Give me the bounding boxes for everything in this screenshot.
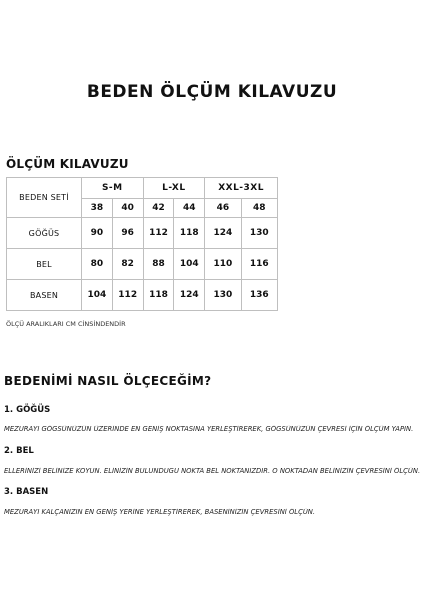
- value-cell: 80: [82, 249, 113, 280]
- table-row: [7, 218, 278, 249]
- section-title-waist: 2. BEL: [4, 446, 34, 456]
- row-label: GÖĞÜS: [7, 218, 82, 249]
- value-cell: 90: [82, 218, 113, 249]
- section-title-chest: 1. GÖĞÜS: [4, 405, 51, 415]
- table-title: ÖLÇÜM KILAVUZU: [6, 157, 129, 171]
- value-cell: 124: [205, 218, 241, 249]
- value-cell: 130: [205, 280, 241, 311]
- size-cell: 46: [205, 199, 241, 218]
- size-table: [6, 177, 278, 311]
- size-cell: 38: [82, 199, 113, 218]
- section-text-waist: ELLERİNİZİ BELİNİZE KOYUN. ELİNİZİN BULUNDUĞU NOKTA BEL NOKTANIZDIR. O NOKTADAN BELİNİZİN ÇEVRESİNİ ÖLÇÜN.: [4, 467, 420, 475]
- value-cell: 110: [205, 249, 241, 280]
- size-cell: 48: [241, 199, 277, 218]
- section-title-hip: 3. BASEN: [4, 487, 49, 497]
- group-header: XXL-3XL: [205, 178, 278, 199]
- value-cell: 88: [143, 249, 174, 280]
- value-cell: 82: [112, 249, 143, 280]
- value-cell: 124: [174, 280, 205, 311]
- value-cell: 112: [112, 280, 143, 311]
- group-header: S-M: [82, 178, 144, 199]
- value-cell: 136: [241, 280, 277, 311]
- row-label: BASEN: [7, 280, 82, 311]
- row-label: BEL: [7, 249, 82, 280]
- size-cell: 40: [112, 199, 143, 218]
- units-note: ÖLÇÜ ARALIKLARI CM CİNSİNDENDİR: [6, 320, 126, 328]
- size-cell: 44: [174, 199, 205, 218]
- table-header-row: [7, 178, 278, 199]
- section-text-hip: MEZURAYI KALÇANIZIN EN GENİŞ YERİNE YERLEŞTİREREK, BASENİNİZİN ÇEVRESİNİ ÖLÇÜN.: [4, 508, 316, 516]
- value-cell: 104: [82, 280, 113, 311]
- value-cell: 112: [143, 218, 174, 249]
- value-cell: 118: [174, 218, 205, 249]
- page-title: BEDEN ÖLÇÜM KILAVUZU: [86, 82, 338, 102]
- value-cell: 104: [174, 249, 205, 280]
- table-row: [7, 249, 278, 280]
- howto-title: BEDENİMİ NASIL ÖLÇECEĞİM?: [4, 374, 212, 388]
- size-cell: 42: [143, 199, 174, 218]
- value-cell: 116: [241, 249, 277, 280]
- group-header: L-XL: [143, 178, 205, 199]
- section-text-chest: MEZURAYI GÖĞSÜNÜZÜN ÜZERİNDE EN GENİŞ NOKTASINA YERLEŞTİREREK, GÖĞSÜNÜZÜN ÇEVRESİ İÇİN ÖLÇÜM YAPIN.: [4, 425, 414, 433]
- value-cell: 96: [112, 218, 143, 249]
- value-cell: 130: [241, 218, 277, 249]
- table-row: [7, 280, 278, 311]
- value-cell: 118: [143, 280, 174, 311]
- set-label: BEDEN SETİ: [7, 178, 82, 218]
